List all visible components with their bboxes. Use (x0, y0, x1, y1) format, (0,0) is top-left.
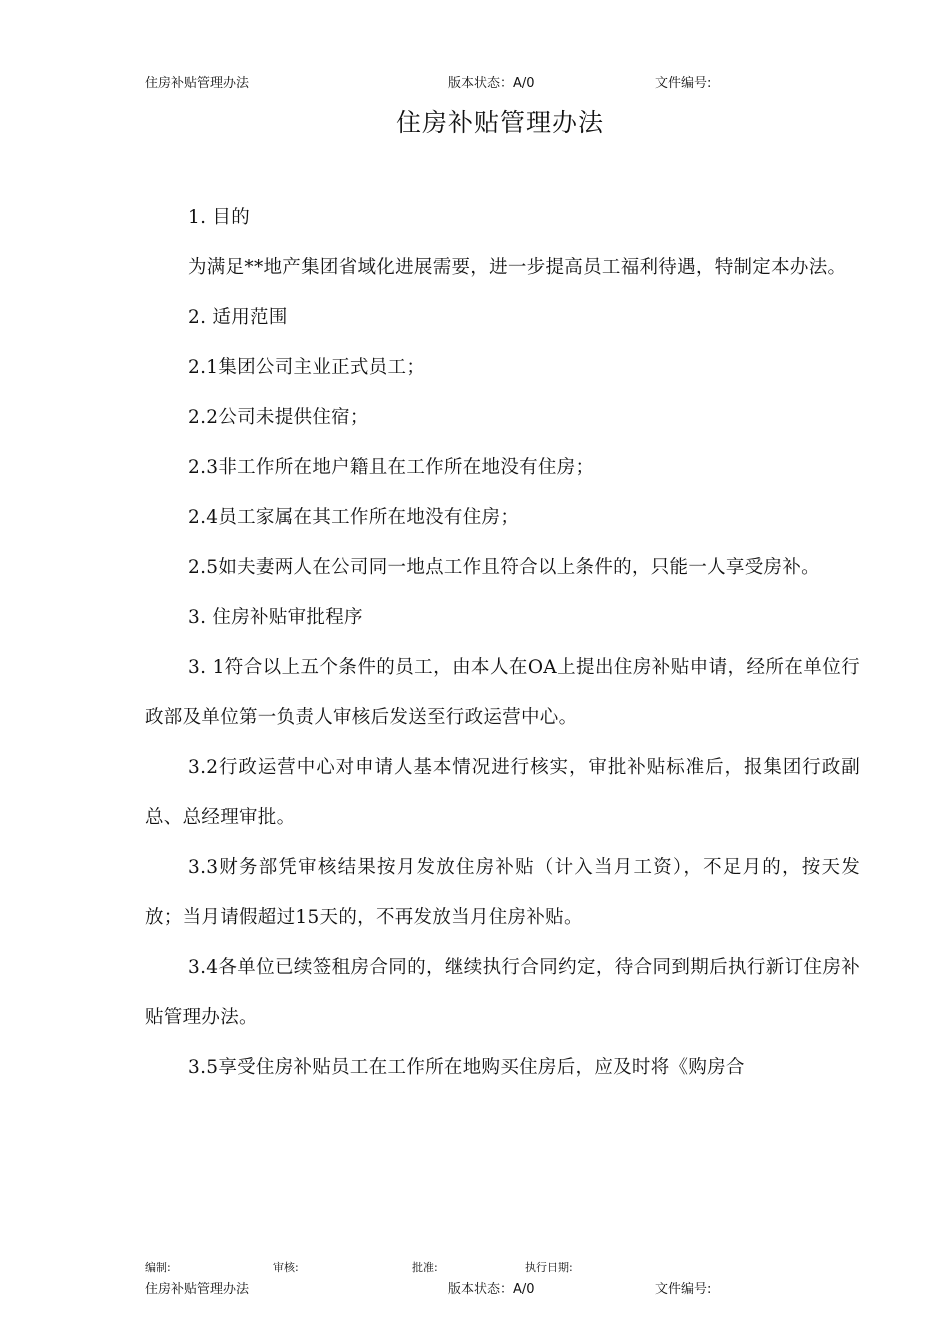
next-header-file-number: 文件编号: (655, 1282, 712, 1297)
header-doc-title: 住房补贴管理办法 (145, 76, 250, 91)
footer-edit: 编制: (145, 1261, 171, 1274)
next-header-doc-title: 住房补贴管理办法 (145, 1282, 250, 1297)
clause-3-3: 3.3财务部凭审核结果按月发放住房补贴（计入当月工资），不足月的，按天发放；当月请假超过15天的，不再发放当月住房补贴。 (145, 857, 860, 928)
section-heading-scope: 2. 适用范围 (188, 307, 288, 328)
header-version: 版本状态：A/0 (448, 76, 535, 91)
document-title: 住房补贴管理办法 (395, 108, 604, 137)
clause-3-5: 3.5享受住房补贴员工在工作所在地购买住房后，应及时将《购房合 (188, 1057, 745, 1078)
clause-2-4: 2.4员工家属在其工作所在地没有住房； (188, 507, 520, 528)
document-body (145, 193, 860, 1093)
clause-3-4: 3.4各单位已续签租房合同的，继续执行合同约定，待合同到期后执行新订住房补贴管理办法。 (145, 957, 860, 1028)
clause-2-1: 2.1集团公司主业正式员工； (188, 357, 426, 378)
clause-2-5: 2.5如夫妻两人在公司同一地点工作且符合以上条件的，只能一人享受房补。 (188, 557, 820, 578)
section-heading-procedure: 3. 住房补贴审批程序 (188, 607, 363, 628)
page-footer (145, 1259, 785, 1275)
next-header-version: 版本状态：A/0 (448, 1282, 535, 1297)
header-file-number: 文件编号: (655, 76, 712, 91)
clause-3-2: 3.2行政运营中心对申请人基本情况进行核实，审批补贴标准后，报集团行政副总、总经理审批。 (145, 757, 860, 828)
clause-2-2: 2.2公司未提供住宿； (188, 407, 369, 428)
footer-exec-date: 执行日期: (525, 1261, 573, 1274)
footer-review: 审核: (273, 1261, 299, 1274)
section-heading-purpose: 1. 目的 (188, 207, 251, 228)
paragraph-purpose: 为满足**地产集团省域化进展需要，进一步提高员工福利待遇，特制定本办法。 (188, 257, 847, 278)
clause-2-3: 2.3非工作所在地户籍且在工作所在地没有住房； (188, 457, 595, 478)
footer-approve: 批准: (412, 1261, 438, 1274)
clause-3-1: 3. 1符合以上五个条件的员工，由本人在OA上提出住房补贴申请，经所在单位行政部及单位第一负责人审核后发送至行政运营中心。 (145, 657, 860, 728)
page-header (145, 72, 785, 92)
next-page-header (145, 1278, 785, 1298)
